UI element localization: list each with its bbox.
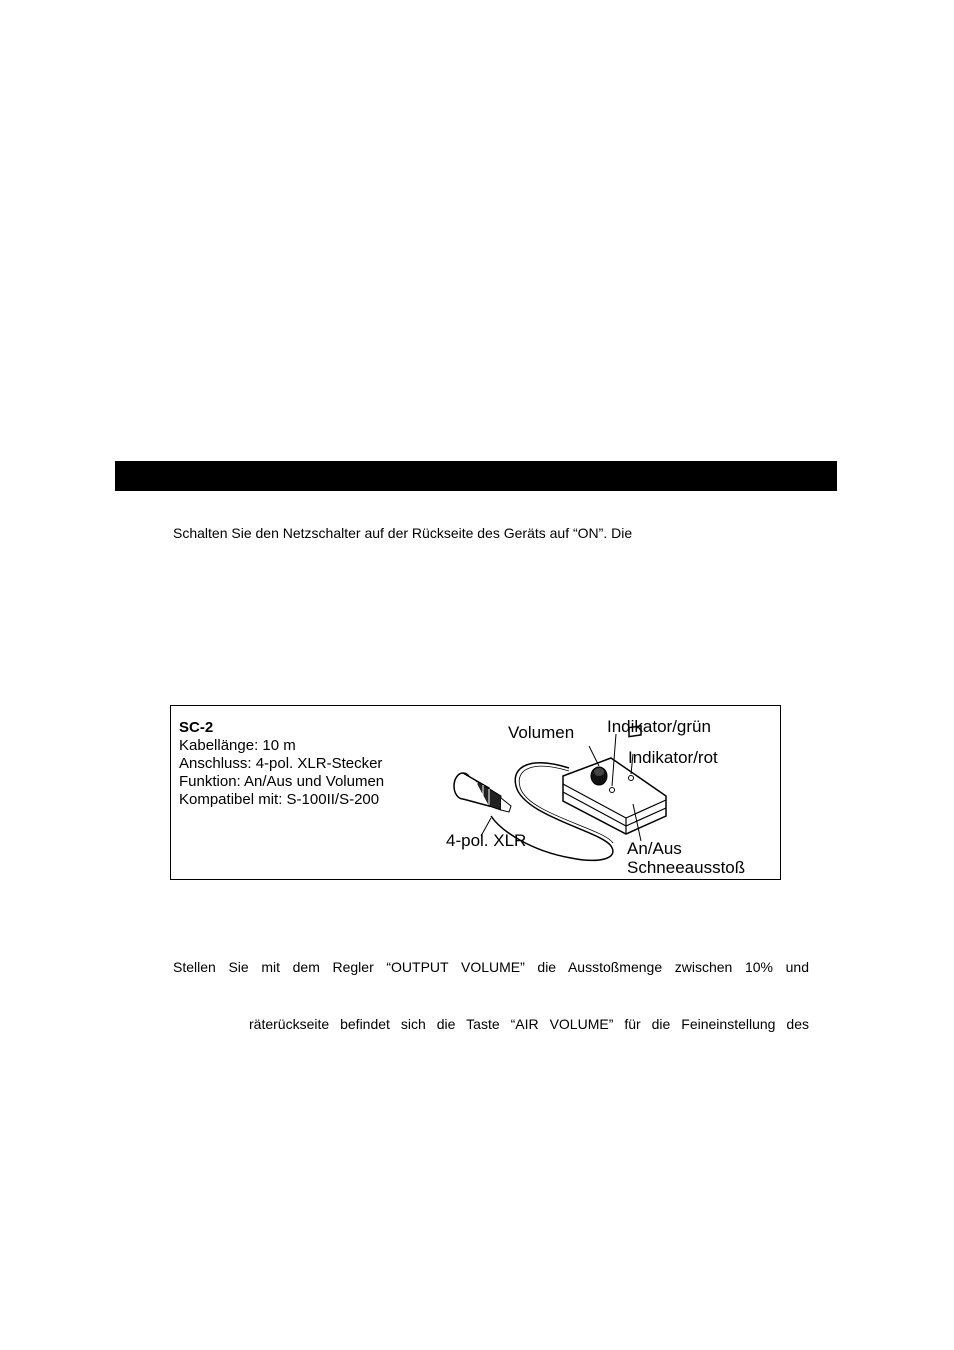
paragraph-power-switch: Schalten Sie den Netzschalter auf der Rückseite des Geräts auf “ON”. Die xyxy=(173,525,633,541)
spec-line-connector: Anschluss: 4-pol. XLR-Stecker xyxy=(179,755,383,772)
spec-title: SC-2 xyxy=(179,719,214,736)
remote-box-icon xyxy=(481,726,666,841)
label-indikator-rot: Indikator/rot xyxy=(628,748,718,767)
spec-line-cable-length: Kabellänge: 10 m xyxy=(179,737,296,754)
label-an-aus: An/Aus xyxy=(627,839,682,858)
remote-control-figure xyxy=(170,705,781,880)
label-xlr: 4-pol. XLR xyxy=(446,831,527,850)
section-header-bar xyxy=(115,461,837,491)
label-indikator-gruen: Indikator/grün xyxy=(607,717,711,736)
paragraph-air-volume: räterückseite befindet sich die Taste “AIR VOLUME” für die Feineinstellung des xyxy=(249,1016,809,1032)
spec-line-function: Funktion: An/Aus und Volumen xyxy=(179,773,385,790)
label-volumen: Volumen xyxy=(508,723,575,742)
spec-line-compatible: Kompatibel mit: S-100II/S-200 xyxy=(179,791,380,808)
xlr-plug-icon xyxy=(454,773,511,812)
label-schneeausstoss: Schneeausstoß xyxy=(627,858,746,877)
paragraph-output-volume: Stellen Sie mit dem Regler “OUTPUT VOLUME” die Ausstoßmenge zwischen 10% und xyxy=(173,959,809,975)
